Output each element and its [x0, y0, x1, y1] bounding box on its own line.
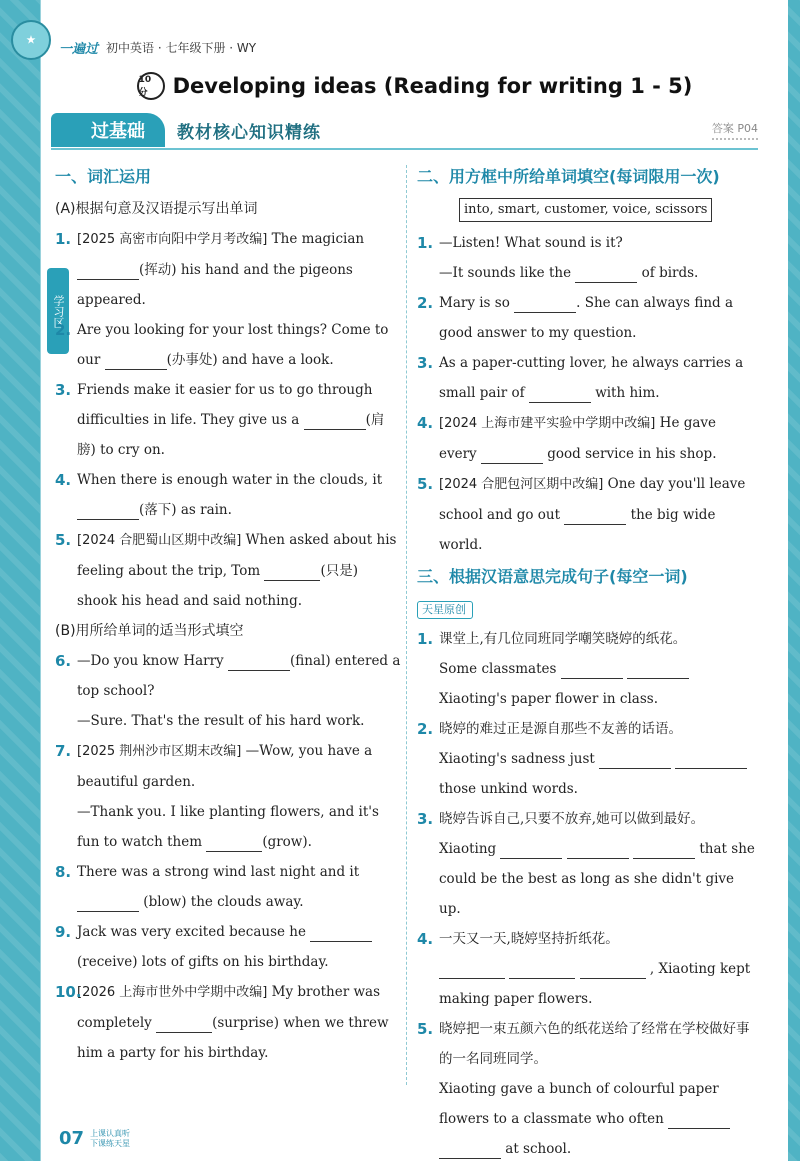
question-item	[417, 408, 757, 469]
question-text: Xiaoting gave a bunch of colourful paper flowers to a classmate who often	[439, 1081, 719, 1127]
question-source: [2024 合肥包河区期中改编]	[439, 477, 604, 492]
question-number: 4.	[417, 930, 434, 948]
question-text: —Thank you. I like planting flowers, and it's fun to watch them	[77, 804, 379, 850]
answer-blank[interactable]	[264, 563, 320, 581]
question-item	[55, 857, 401, 917]
question-item	[417, 924, 757, 1014]
question-item	[55, 465, 401, 525]
answer-blank[interactable]	[77, 894, 139, 912]
question-text: —Do you know Harry	[77, 653, 224, 669]
question-number: 9.	[55, 923, 72, 941]
answer-blank[interactable]	[580, 961, 646, 979]
question-text: of birds.	[641, 265, 699, 281]
workbook-page	[26, 0, 788, 1161]
question-source: [2026 上海市世外中学期中改编]	[77, 985, 268, 1000]
banner-tab: 过基础	[51, 113, 165, 147]
answer-blank[interactable]	[567, 841, 629, 859]
question-item	[55, 224, 401, 315]
section-title: 二、用方框中所给单词填空(每词限用一次)	[417, 167, 720, 186]
question-number: 5.	[417, 1020, 434, 1038]
question-number: 3.	[417, 810, 434, 828]
question-text: , Xiaoting kept making paper flowers.	[439, 961, 751, 1007]
mascot-logo: ★	[11, 20, 51, 60]
question-text: The magician	[271, 231, 365, 247]
question-text: Friends make it easier for us to go through difficulties in life. They give us a	[77, 382, 373, 428]
question-item	[417, 228, 757, 288]
part-title: (B)用所给单词的适当形式填空	[55, 623, 244, 639]
answer-blank[interactable]	[228, 653, 290, 671]
question-text: Xiaoting	[439, 841, 497, 857]
answer-blank[interactable]	[304, 412, 366, 430]
page-footer	[59, 1128, 130, 1149]
book-name: 初中英语 · 七年级下册 · WY	[106, 40, 257, 55]
question-text: to cry on.	[100, 442, 165, 458]
question-number: 4.	[55, 471, 72, 489]
question-item	[417, 714, 757, 804]
question-text: that she could be the best as long as she didn't give up.	[439, 841, 755, 917]
answer-blank[interactable]	[599, 751, 671, 769]
section-title: 一、词汇运用	[55, 167, 152, 186]
question-hint: (落下)	[139, 502, 177, 518]
question-text: his hand and the pigeons appeared.	[77, 262, 353, 308]
answer-blank[interactable]	[675, 751, 747, 769]
question-number: 8.	[55, 863, 72, 881]
question-item	[55, 646, 401, 736]
question-text: My brother was completely	[77, 984, 381, 1031]
question-item	[417, 469, 757, 560]
question-text: When asked about his feeling about the trip, Tom	[77, 532, 397, 579]
question-item	[55, 977, 401, 1068]
question-item	[417, 1014, 757, 1161]
question-hint: (blow)	[143, 894, 187, 910]
question-chinese: 一天又一天,晓婷坚持折纸花。	[439, 931, 619, 947]
question-text: There was a strong wind last night and it	[77, 864, 360, 880]
question-text: when we threw him a party for his birthday.	[77, 1015, 389, 1061]
answer-blank[interactable]	[529, 385, 591, 403]
part-title: (A)根据句意及汉语提示写出单词	[55, 201, 258, 217]
answer-blank[interactable]	[77, 502, 139, 520]
question-item	[55, 917, 401, 977]
question-number: 2.	[417, 294, 434, 312]
question-text: lots of gifts on his birthday.	[141, 954, 329, 970]
question-number: 5.	[55, 531, 72, 549]
question-chinese: 课堂上,有几位同班同学嘲笑晓婷的纸花。	[439, 631, 687, 647]
question-hint: (final)	[289, 653, 331, 669]
question-hint: (grow).	[262, 834, 312, 850]
question-number: 2.	[55, 321, 72, 339]
question-text: shook his head and said nothing.	[77, 593, 303, 609]
answer-blank[interactable]	[668, 1111, 730, 1129]
question-item	[417, 804, 757, 924]
footer-slogan	[90, 1129, 130, 1149]
column-divider	[406, 165, 407, 1085]
question-item	[417, 624, 757, 714]
question-text: entered a top school?	[77, 653, 401, 699]
answer-blank[interactable]	[564, 507, 626, 525]
lesson-title-row	[41, 72, 788, 100]
question-item	[55, 375, 401, 465]
question-text: Xiaoting's sadness just	[439, 751, 595, 767]
question-text: —Listen! What sound is it?	[439, 235, 623, 251]
question-number: 1.	[55, 230, 72, 248]
running-header	[59, 32, 256, 62]
question-hint: (肩膀)	[77, 412, 385, 458]
answer-blank[interactable]	[509, 961, 575, 979]
question-text: good service in his shop.	[547, 446, 717, 462]
question-text: and have a look.	[221, 352, 334, 368]
question-text: One day you'll leave school and go out	[439, 476, 746, 523]
question-hint: (receive)	[77, 954, 138, 970]
answer-blank[interactable]	[156, 1015, 212, 1033]
timer-icon: 10 分	[137, 72, 165, 100]
question-text: those unkind words.	[439, 781, 578, 797]
answer-blank[interactable]	[633, 841, 695, 859]
question-number: 2.	[417, 720, 434, 738]
answer-blank[interactable]	[500, 841, 562, 859]
banner-subtitle: 教材核心知识精练	[177, 122, 321, 143]
word-box: into, smart, customer, voice, scissors	[459, 198, 712, 222]
question-text: —Wow, you have a beautiful garden.	[77, 743, 373, 790]
question-text: —It sounds like the	[439, 265, 572, 281]
answer-blank[interactable]	[481, 446, 543, 464]
left-column	[55, 160, 401, 1068]
question-text: As a paper-cutting lover, he always carries a small pair of	[439, 355, 744, 401]
answer-blank[interactable]	[439, 1141, 501, 1159]
section-title: 三、根据汉语意思完成句子(每空一词)	[417, 567, 688, 586]
right-column	[417, 160, 757, 1161]
question-number: 5.	[417, 475, 434, 493]
answer-blank[interactable]	[105, 352, 167, 370]
answer-blank[interactable]	[77, 262, 139, 280]
answer-blank[interactable]	[514, 295, 576, 313]
answer-blank[interactable]	[439, 961, 505, 979]
question-source: [2025 荆州沙市区期末改编]	[77, 744, 242, 759]
question-source: [2024 上海市建平实验中学期中改编]	[439, 416, 656, 431]
question-number: 4.	[417, 414, 434, 432]
question-number: 1.	[417, 234, 434, 252]
question-item	[417, 348, 757, 408]
answer-blank[interactable]	[206, 834, 262, 852]
original-badge: 天星原创	[417, 601, 473, 619]
answer-blank[interactable]	[575, 265, 637, 283]
question-chinese: 晓婷告诉自己,只要不放弃,她可以做到最好。	[439, 811, 705, 827]
question-item	[55, 315, 401, 375]
question-source: [2025 高密市向阳中学月考改编]	[77, 232, 268, 247]
answer-blank[interactable]	[561, 661, 623, 679]
question-text: Some classmates	[439, 661, 557, 677]
question-chinese: 晓婷把一束五颜六色的纸花送给了经常在学校做好事的一名同班同学。	[439, 1021, 750, 1067]
question-text: Mary is so	[439, 295, 510, 311]
answer-reference: 答案 P04	[712, 120, 758, 140]
question-number: 3.	[417, 354, 434, 372]
question-text: Xiaoting's paper flower in class.	[439, 691, 658, 707]
question-item	[55, 525, 401, 616]
question-text: as rain.	[180, 502, 232, 518]
question-item	[55, 736, 401, 857]
question-text: —Sure. That's the result of his hard work.	[77, 713, 365, 729]
side-tab: 学习区	[47, 268, 69, 354]
question-text: . She can always find a good answer to my question.	[439, 295, 734, 341]
brand-name: 一遍过	[59, 41, 99, 57]
footer-line: 上课认真听	[90, 1128, 131, 1138]
question-item	[417, 288, 757, 348]
question-chinese: 晓婷的难过正是源自那些不友善的话语。	[439, 721, 682, 737]
question-text: When there is enough water in the clouds, it	[77, 472, 383, 488]
page-number: 07	[59, 1128, 85, 1149]
question-text: Jack was very excited because he	[77, 924, 306, 940]
question-text: the clouds away.	[190, 894, 304, 910]
answer-blank[interactable]	[627, 661, 689, 679]
footer-line: 下课练天星	[90, 1138, 131, 1148]
question-text: the big wide world.	[439, 507, 716, 553]
answer-blank[interactable]	[310, 924, 372, 942]
lesson-title: Developing ideas (Reading for writing 1 - 5)	[172, 74, 693, 98]
section-banner	[51, 112, 758, 150]
question-hint: (挥动)	[139, 262, 177, 278]
question-number: 10.	[55, 983, 82, 1001]
question-hint: (办事处)	[166, 352, 218, 368]
question-text: Are you looking for your lost things? Come to our	[77, 322, 389, 368]
question-number: 1.	[417, 630, 434, 648]
question-text: He gave every	[439, 415, 717, 462]
question-number: 7.	[55, 742, 72, 760]
question-text: at school.	[505, 1141, 572, 1157]
question-number: 3.	[55, 381, 72, 399]
question-source: [2024 合肥蜀山区期中改编]	[77, 533, 242, 548]
question-text: with him.	[595, 385, 660, 401]
question-number: 6.	[55, 652, 72, 670]
question-hint: (surprise)	[212, 1015, 280, 1031]
question-hint: (只是)	[320, 563, 359, 579]
